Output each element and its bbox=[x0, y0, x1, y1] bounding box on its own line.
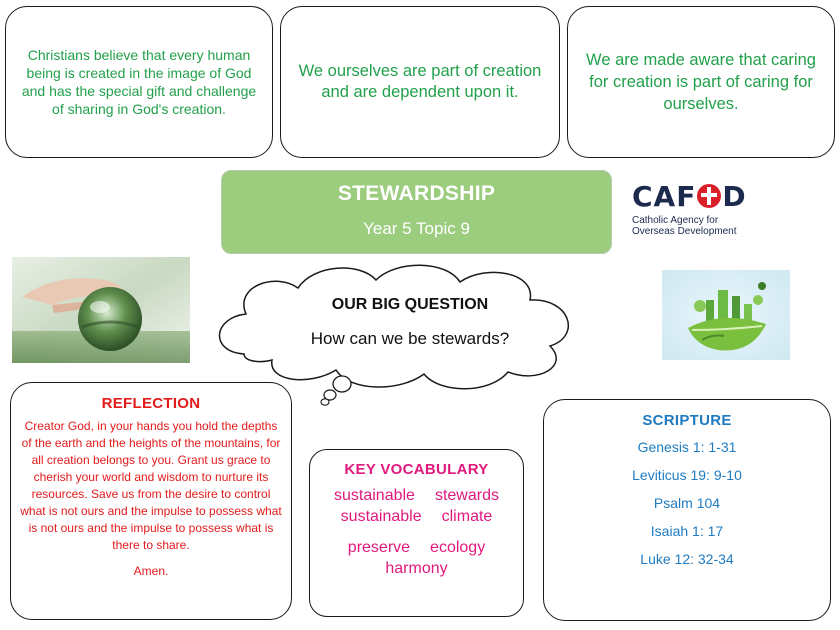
reflection-title: REFLECTION bbox=[101, 395, 201, 412]
eco-city-leaf-photo bbox=[662, 270, 790, 360]
big-question-title: OUR BIG QUESTION bbox=[331, 296, 489, 313]
logo-tagline-1: Catholic Agency for bbox=[632, 215, 719, 226]
belief-text-1: Christians believe that every human being is created in the image of God and has the special gift and challenge of sharing in God's creation. bbox=[21, 47, 257, 117]
vocab-word: ecology bbox=[430, 539, 486, 556]
vocab-word: preserve bbox=[347, 539, 411, 556]
scripture-card bbox=[543, 399, 831, 621]
belief-text-2: We ourselves are part of creation and are dependent upon it. bbox=[298, 62, 542, 101]
vocab-row bbox=[310, 558, 523, 579]
scripture-reference: Psalm 104 bbox=[653, 495, 721, 511]
vocab-word: sustainable bbox=[334, 487, 415, 504]
big-question-text: How can we be stewards? bbox=[310, 329, 510, 348]
scripture-reference: Isaiah 1: 17 bbox=[650, 523, 724, 539]
vocab-row bbox=[310, 537, 523, 558]
scripture-reference: Luke 12: 32-34 bbox=[640, 551, 734, 567]
reflection-amen: Amen. bbox=[133, 564, 169, 578]
vocabulary-card bbox=[309, 449, 524, 617]
vocab-row bbox=[310, 506, 523, 527]
scripture-list bbox=[544, 433, 830, 573]
logo-wordmark bbox=[632, 182, 762, 215]
globe-hand-photo bbox=[12, 257, 190, 363]
scripture-reference: Leviticus 19: 9-10 bbox=[632, 467, 742, 483]
vocab-word: harmony bbox=[385, 560, 448, 577]
reflection-prayer: Creator God, in your hands you hold the depths of the earth and the heights of the mountains, for all creation belongs to you. Grant us grace to cherish your world and wisdom to nurture its resources. Save us from the desire to control what is not ours and the impulse to possess what is not ours and the impulse to possess what is there to share. bbox=[20, 419, 282, 552]
scripture-title: SCRIPTURE bbox=[642, 412, 732, 429]
vocabulary-title: KEY VOCABULARY bbox=[344, 461, 489, 478]
belief-card-2 bbox=[280, 6, 560, 158]
logo-word-left: CAF bbox=[632, 180, 697, 213]
title-banner bbox=[221, 170, 612, 254]
belief-card-3 bbox=[567, 6, 835, 158]
vocab-word: sustainable bbox=[340, 508, 422, 525]
logo-cross-icon bbox=[696, 183, 722, 215]
scripture-reference: Genesis 1: 1-31 bbox=[637, 439, 737, 455]
cafod-logo bbox=[632, 182, 762, 238]
logo-tagline-2: Overseas Development bbox=[632, 226, 737, 237]
belief-text-3: We are made aware that caring for creation is part of caring for ourselves. bbox=[586, 51, 816, 113]
vocab-row bbox=[310, 485, 523, 506]
belief-card-1 bbox=[5, 6, 273, 158]
vocab-word: stewards bbox=[434, 487, 499, 504]
logo-word-right: D bbox=[722, 180, 747, 213]
vocab-word: climate bbox=[441, 508, 493, 525]
reflection-card bbox=[10, 382, 292, 620]
page-title: STEWARDSHIP bbox=[337, 182, 496, 205]
page-subtitle: Year 5 Topic 9 bbox=[363, 219, 470, 238]
